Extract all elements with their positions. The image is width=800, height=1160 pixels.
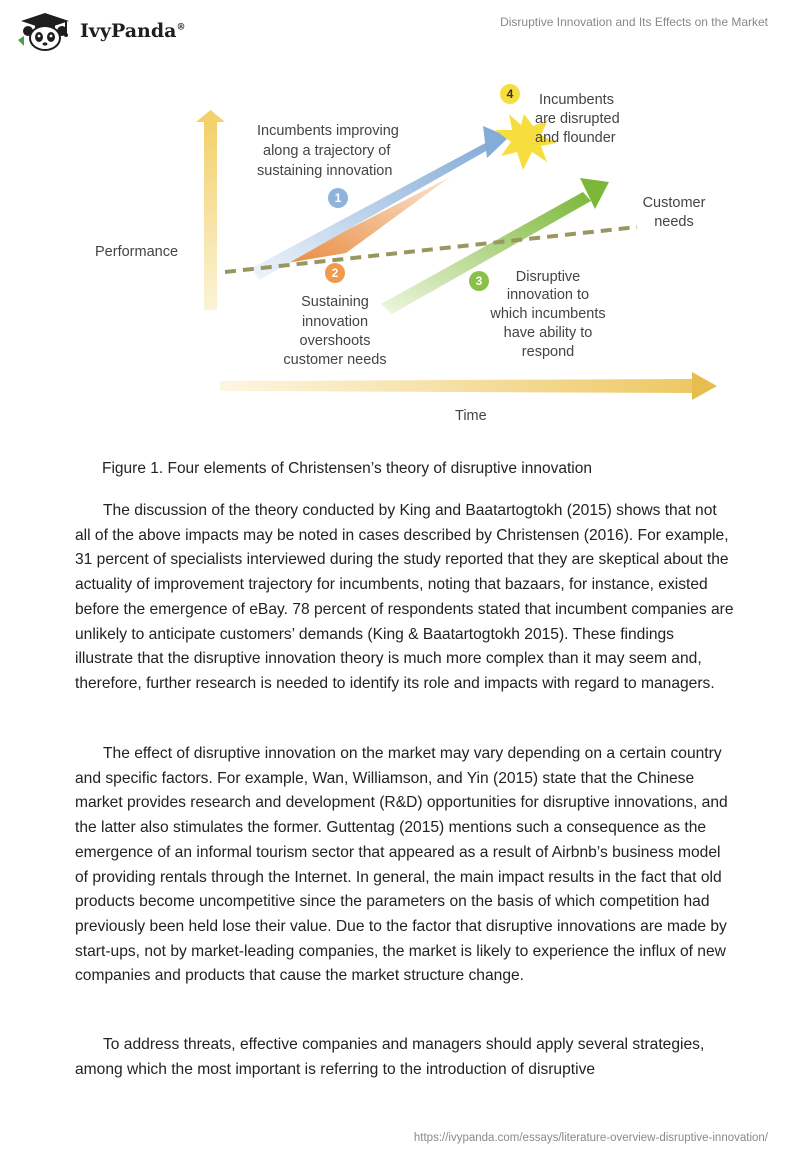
sustaining-innovation-arrow [252,140,491,280]
performance-axis [204,120,217,310]
time-axis [220,379,693,393]
body-paragraph-3: To address threats, effective companies and managers should apply several strategies, among which the most important is referring to the introduction of disruptive [75,1036,705,1078]
svg-text:innovation to: innovation to [506,287,590,303]
disruptive-innovation-diagram [85,80,725,430]
svg-text:2: 2 [331,266,339,280]
svg-text:respond: respond [521,344,575,360]
x-axis-label: Time [455,408,487,424]
svg-text:innovation: innovation [301,314,369,330]
body-paragraph-1: The discussion of the theory conducted by King and Baatartogtokh (2015) shows that not all of the above impacts may be noted in cases described by Christensen (2016). For example, 31 percent of specialists interviewed during the study reported that they are skeptical about the actuality of improvement trajectory for incumbents, noting that bazaars, for instance, existed before the emergence of eBay. 78 percent of respondents stated that incumbent companies are unlikely to anticipate customers’ demands (King & Baatartogtokh 2015). These findings illustrate that the disruptive innovation theory is much more complex than it may seem and, therefore, further research is needed to identify its role and impacts with regard to managers. [75,502,734,692]
marker-1 [328,188,348,208]
svg-text:and flounder: and flounder [535,130,616,146]
customer-needs-label [643,195,706,230]
svg-text:sustaining innovation: sustaining innovation [257,163,393,179]
svg-text:1: 1 [334,191,342,205]
marker-2 [325,263,345,283]
marker-3 [469,271,489,291]
element-1-label [257,123,399,179]
disruptive-innovation-figure [85,80,725,430]
body-paragraph-2: The effect of disruptive innovation on the market may vary depending on a certain country and specific factors. For example, Wan, Williamson, and Yin (2015) state that the Chinese market provides research and development (R&D) opportunities for disruptive innovations, and the latter also stimulates the former. Guttentag (2015) mentions such a consequence as the emergence of an informal tourism sector that appeared as a result of Airbnb’s business model of providing rentals through the Internet. In general, the main impact results in the fact that old products become uncompetitive since the parameters on the basis of which competition had previously been held lose their value. Due to the factor that disruptive innovations are made by start-ups, not by market-leading companies, the market is likely to experience the influx of new companies and products that cause the market structure change. [75,745,728,985]
svg-text:Sustaining: Sustaining [301,294,369,310]
svg-text:have ability to: have ability to [503,325,593,341]
marker-4 [500,84,520,104]
panda-logo-icon [14,10,76,52]
svg-text:Incumbents: Incumbents [539,92,614,108]
svg-text:3: 3 [475,274,483,288]
brand-logo[interactable] [14,10,185,52]
svg-text:needs: needs [654,214,694,230]
svg-text:along a trajectory of: along a trajectory of [263,143,391,159]
element-4-label [535,92,620,146]
svg-text:which incumbents: which incumbents [490,306,606,322]
svg-text:Disruptive: Disruptive [515,269,581,285]
svg-text:Customer: Customer [642,195,706,211]
brand-name: IvyPanda® [80,20,186,42]
performance-axis-arrowhead [196,110,225,122]
svg-text:overshoots: overshoots [299,333,371,349]
time-axis-arrowhead [692,372,717,400]
document-title: Disruptive Innovation and Its Effects on the Market [500,15,768,29]
figure-caption: Figure 1. Four elements of Christensen’s theory of disruptive innovation [102,460,592,477]
svg-text:are disrupted: are disrupted [535,111,620,127]
svg-text:Incumbents improving: Incumbents improving [257,123,399,139]
y-axis-label: Performance [95,244,179,260]
element-2-label [283,294,386,368]
source-url-link[interactable]: https://ivypanda.com/essays/literature-overview-disruptive-innovation/ [413,1132,768,1144]
svg-text:4: 4 [506,87,514,101]
element-3-label [489,269,605,360]
svg-text:customer needs: customer needs [283,352,387,368]
